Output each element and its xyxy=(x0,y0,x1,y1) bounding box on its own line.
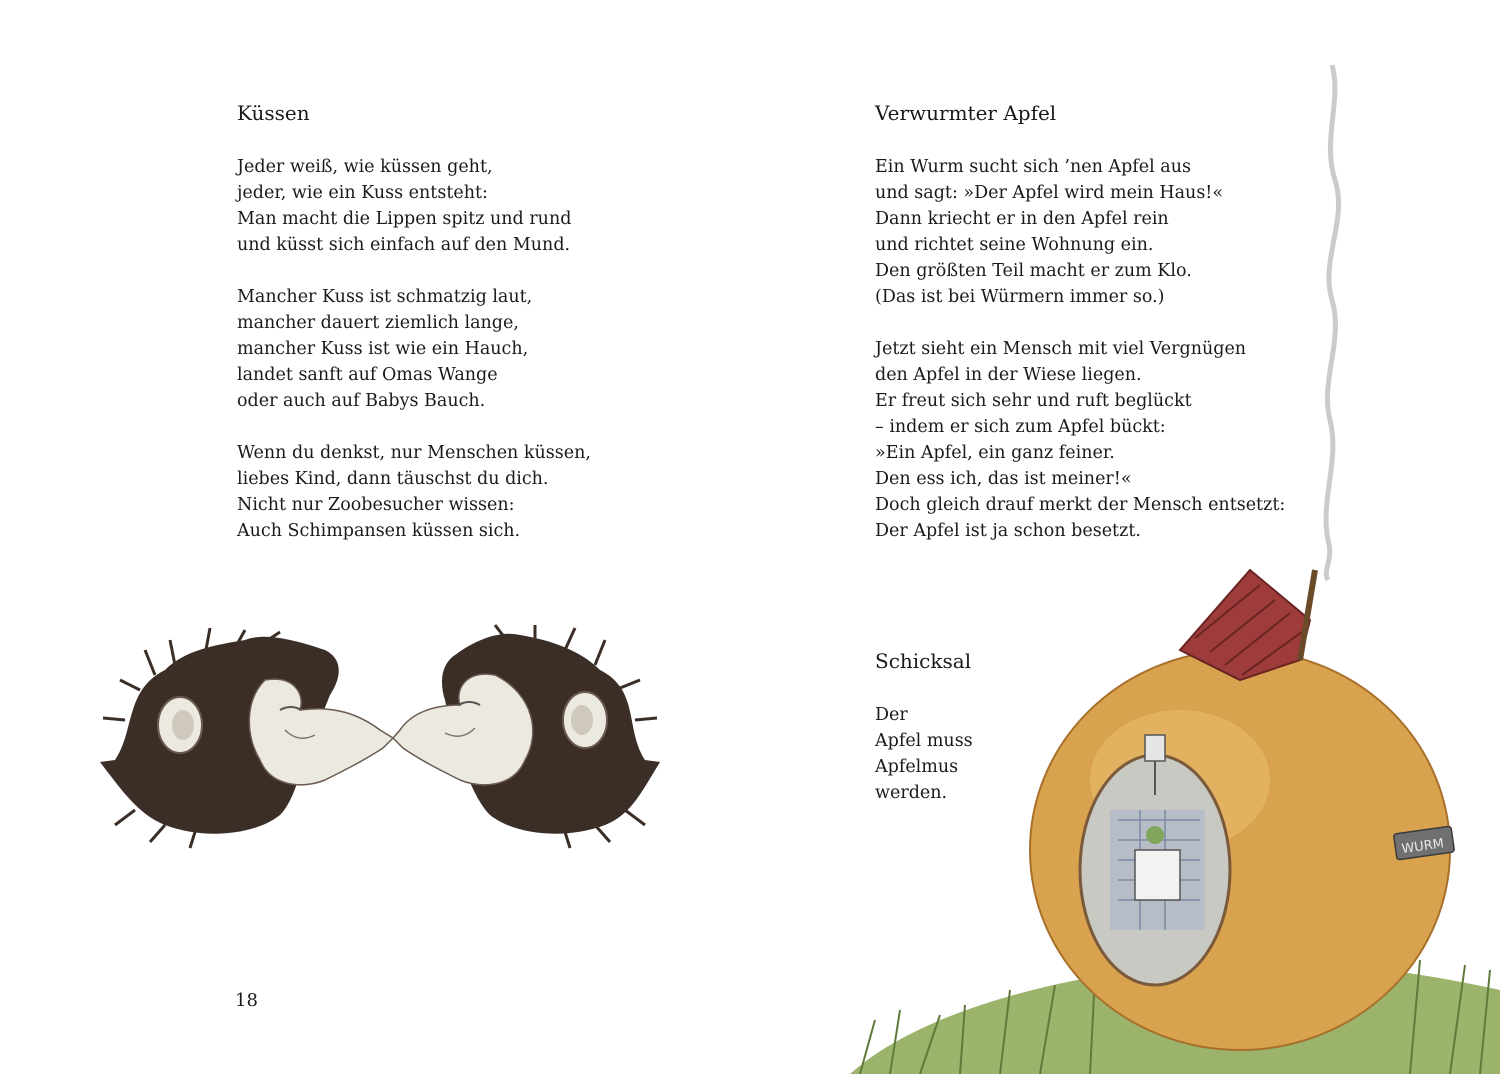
poem-line: den Apfel in der Wiese liegen. xyxy=(875,365,1142,385)
poem-line: und richtet seine Wohnung ein. xyxy=(875,235,1154,255)
sign-label: WURM xyxy=(1400,836,1445,858)
worm-apple-house-illustration xyxy=(850,60,1500,1074)
poem-line: Der Apfel ist ja schon besetzt. xyxy=(875,521,1141,541)
poem-line: Doch gleich drauf merkt der Mensch entsetzt: xyxy=(875,495,1286,515)
poem-line: Auch Schimpansen küssen sich. xyxy=(237,521,521,541)
poem-line: Nicht nur Zoobesucher wissen: xyxy=(237,495,515,515)
poem-line: Jetzt sieht ein Mensch mit viel Vergnügen xyxy=(875,339,1247,359)
page-number: 18 xyxy=(235,990,258,1011)
poem-line: Ein Wurm sucht sich ’nen Apfel aus xyxy=(875,157,1191,177)
poem-line: Man macht die Lippen spitz und rund xyxy=(237,209,572,229)
kissing-chimpanzees-illustration xyxy=(95,620,665,850)
poem-line: und sagt: »Der Apfel wird mein Haus!« xyxy=(875,183,1224,203)
poem-line: oder auch auf Babys Bauch. xyxy=(237,391,486,411)
poem-line: liebes Kind, dann täuschst du dich. xyxy=(237,469,549,489)
poem-line: Der xyxy=(875,705,908,725)
right-page xyxy=(750,0,1500,1074)
poem-line: Dann kriecht er in den Apfel rein xyxy=(875,209,1169,229)
poem-line: Den ess ich, das ist meiner!« xyxy=(875,469,1132,489)
poem-kuessen xyxy=(237,100,591,570)
poem-line: (Das ist bei Würmern immer so.) xyxy=(875,287,1165,307)
poem-stanza xyxy=(237,284,591,414)
poem-line: mancher dauert ziemlich lange, xyxy=(237,313,519,333)
poem-line: jeder, wie ein Kuss entsteht: xyxy=(237,183,488,203)
poem-line: Jeder weiß, wie küssen geht, xyxy=(237,157,493,177)
poem-line: landet sanft auf Omas Wange xyxy=(237,365,498,385)
poem-line: Mancher Kuss ist schmatzig laut, xyxy=(237,287,533,307)
poem-line: und küsst sich einfach auf den Mund. xyxy=(237,235,571,255)
poem-stanza xyxy=(237,154,591,258)
poem-title: Schicksal xyxy=(875,649,972,673)
poem-line: Wenn du denkst, nur Menschen küssen, xyxy=(237,443,591,463)
poem-line: Apfel muss xyxy=(875,731,973,751)
poem-line: – indem er sich zum Apfel bückt: xyxy=(875,417,1166,437)
poem-line: mancher Kuss ist wie ein Hauch, xyxy=(237,339,529,359)
poem-line: »Ein Apfel, ein ganz feiner. xyxy=(875,443,1115,463)
poem-line: Den größten Teil macht er zum Klo. xyxy=(875,261,1192,281)
poem-title: Küssen xyxy=(237,101,310,125)
poem-line: werden. xyxy=(875,783,948,803)
poem-stanza xyxy=(237,440,591,544)
poem-line: Er freut sich sehr und ruft beglückt xyxy=(875,391,1192,411)
poem-line: Apfelmus xyxy=(875,757,959,777)
poem-title: Verwurmter Apfel xyxy=(875,101,1057,125)
